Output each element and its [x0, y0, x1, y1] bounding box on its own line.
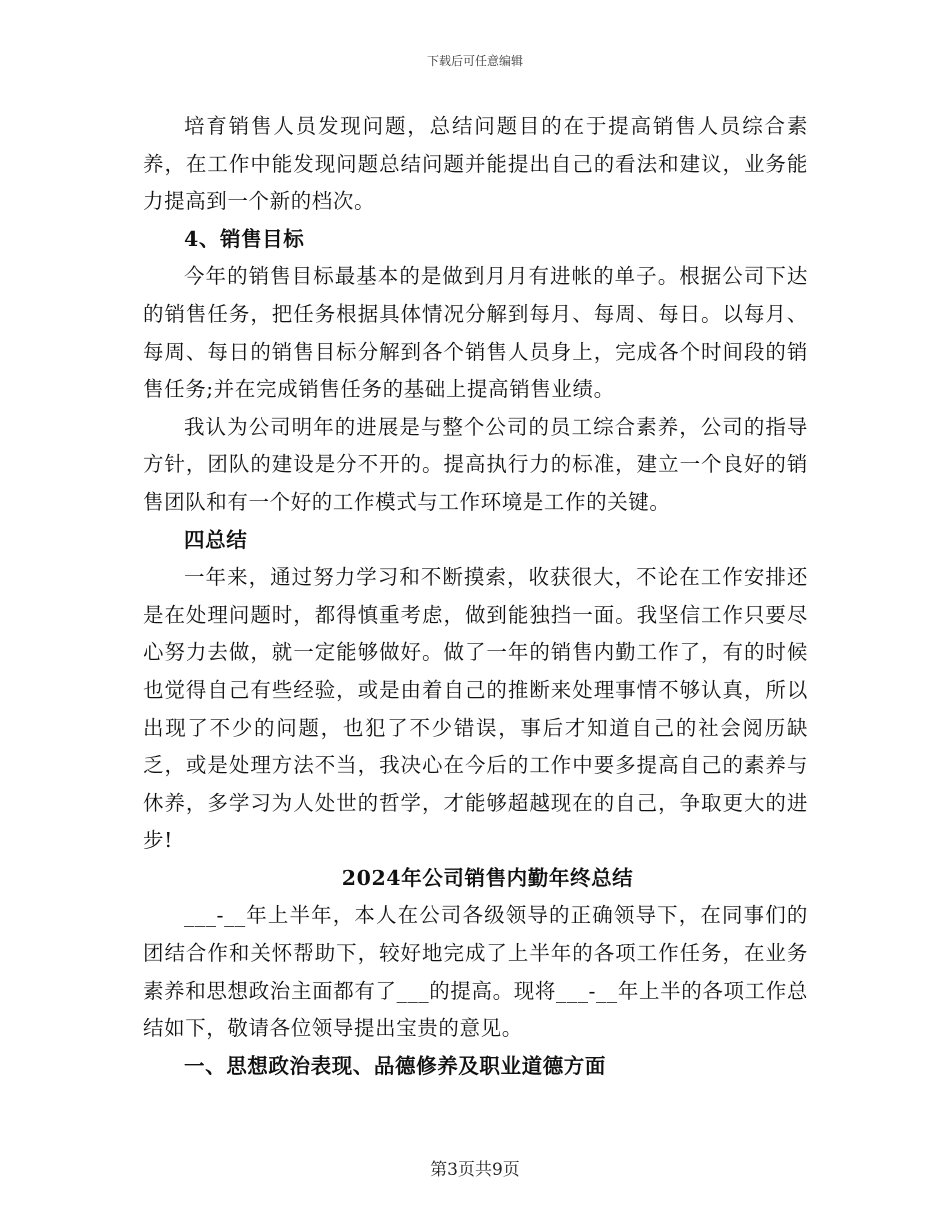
paragraph-sales-target: 今年的销售目标最基本的是做到月月有进帐的单子。根据公司下达的销售任务，把任务根据具体情况分解到每月、每周、每日。以每月、每周、每日的销售目标分解到各个销售人员身上，完成各个时间段的销售任务;并在完成销售任务的基础上提高销售业绩。 — [143, 264, 808, 402]
paragraph-company-development: 我认为公司明年的进展是与整个公司的员工综合素养，公司的指导方针，团队的建设是分不开的。提高执行力的标准，建立一个良好的销售团队和有一个好的工作模式与工作环境是工作的关键。 — [143, 414, 808, 514]
heading-sales-target: 4、销售目标 — [184, 226, 305, 251]
document-body — [143, 108, 808, 1085]
header-note: 下载后可任意编辑 — [426, 54, 523, 68]
paragraph-intro: ___-__年上半年，本人在公司各级领导的正确领导下，在同事们的团结合作和关怀帮助下，较好地完成了上半年的各项工作任务，在业务素养和思想政治主面都有了___的提高。现将___-__年上半的各项工作总结如下，敬请各位领导提出宝贵的意见。 — [143, 903, 808, 1041]
document-title: 2024年公司销售内勤年终总结 — [341, 865, 634, 890]
page-number: 第3页共9页 — [430, 1160, 520, 1180]
paragraph-summary: 一年来，通过努力学习和不断摸索，收获很大，不论在工作安排还是在处理问题时，都得慎重考虑，做到能独挡一面。我坚信工作只要尽心努力去做，就一定能够做好。做了一年的销售内勤工作了，有的时候也觉得自己有些经验，或是由着自己的推断来处理事情不够认真，所以出现了不少的问题，也犯了不少错误，事后才知道自己的社会阅历缺乏，或是处理方法不当，我决心在今后的工作中要多提高自己的素养与休养，多学习为人处世的哲学，才能够超越现在的自己，争取更大的进步! — [143, 565, 808, 853]
paragraph-training: 培育销售人员发现问题，总结问题目的在于提高销售人员综合素养，在工作中能发现问题总结问题并能提出自己的看法和建议，业务能力提高到一个新的档次。 — [143, 114, 808, 214]
heading-political-performance: 一、思想政治表现、品德修养及职业道德方面 — [184, 1053, 606, 1078]
heading-summary: 四总结 — [184, 527, 248, 552]
